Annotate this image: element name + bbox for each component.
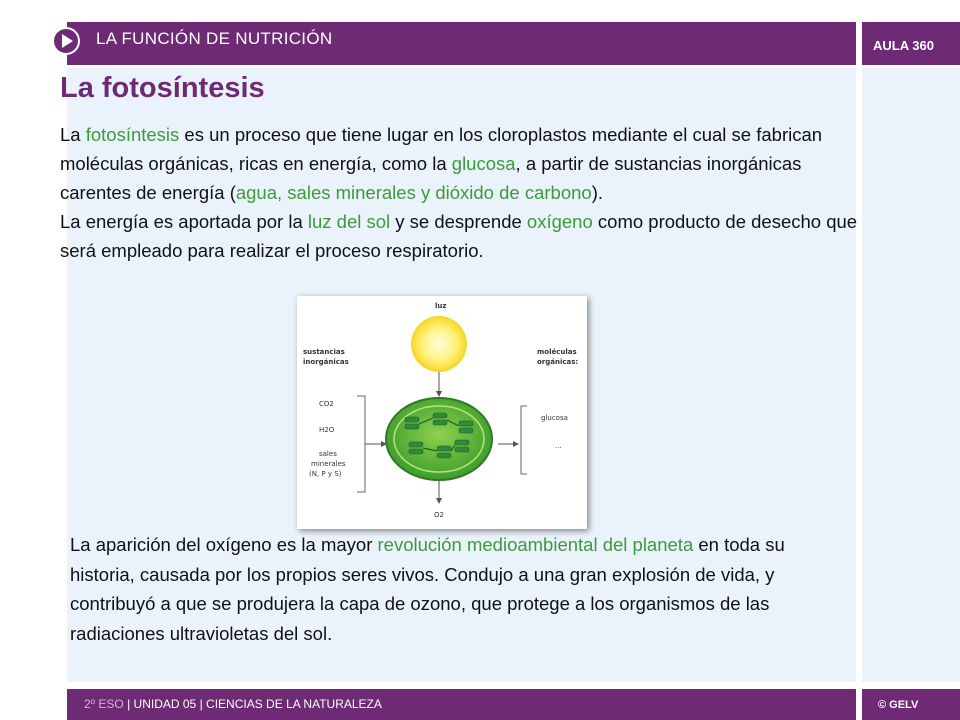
footer-grade: 2º ESO <box>84 697 124 711</box>
term-revolucion: revolución medioambiental del planeta <box>377 534 694 555</box>
oxygen-label: O2 <box>434 511 444 519</box>
output-more: ... <box>555 442 562 450</box>
output-glucosa: glucosa <box>541 414 568 422</box>
footer-unit: UNIDAD 05 <box>133 697 197 711</box>
copyright: © GELV <box>878 699 919 711</box>
play-icon[interactable] <box>52 27 80 55</box>
chloroplast-icon <box>386 398 492 480</box>
footer-breadcrumb: 2º ESO | UNIDAD 05 | CIENCIAS DE LA NATURALEZA <box>84 697 382 711</box>
photosynthesis-diagram <box>297 296 587 529</box>
inputs-title-2: inorgánicas <box>303 358 349 366</box>
side-strip <box>862 68 960 682</box>
input-co2: CO2 <box>319 400 334 408</box>
inputs-title-1: sustancias <box>303 348 345 356</box>
term-inorganic-substances: agua, sales minerales y dióxido de carbono <box>235 182 592 203</box>
sun-icon <box>411 316 467 372</box>
term-fotosintesis: fotosíntesis <box>85 124 180 145</box>
light-label: luz <box>435 302 447 310</box>
page-title: La fotosíntesis <box>60 72 265 104</box>
term-glucosa: glucosa <box>451 153 516 174</box>
outputs-title-1: moléculas <box>537 348 577 356</box>
input-minerales: minerales <box>311 460 346 468</box>
input-h2o: H2O <box>319 426 335 434</box>
footer-subject: CIENCIAS DE LA NATURALEZA <box>206 697 382 711</box>
outputs-title-2: orgánicas: <box>537 358 579 366</box>
term-luz-del-sol: luz del sol <box>307 211 391 232</box>
section-title: LA FUNCIÓN DE NUTRICIÓN <box>96 29 333 48</box>
intro-paragraph: La fotosíntesis es un proceso que tiene lugar en los cloroplastos mediante el cual se fabrican moléculas orgánicas, ricas en energía, como la glucosa, a partir de sustancias inorgánicas carentes de energía (agua, sales minerales y dióxido de carbono). La energía es aportada por la luz del sol y se desprende oxígeno como producto de desecho que será empleado para realizar el proceso respiratorio. <box>60 124 858 261</box>
oxygen-paragraph: La aparición del oxígeno es la mayor revolución medioambiental del planeta en toda su historia, causada por los propios seres vivos. Condujo a una gran explosión de vida, y contribuyó a que se produjera la capa de ozono, que protege a los organismos de las radiaciones ultravioletas del sol. <box>70 534 785 644</box>
brand-badge: AULA 360 <box>873 38 934 53</box>
input-sales: sales <box>319 450 337 458</box>
input-nps: (N, P y S) <box>309 470 342 478</box>
term-oxigeno: oxígeno <box>526 211 593 232</box>
